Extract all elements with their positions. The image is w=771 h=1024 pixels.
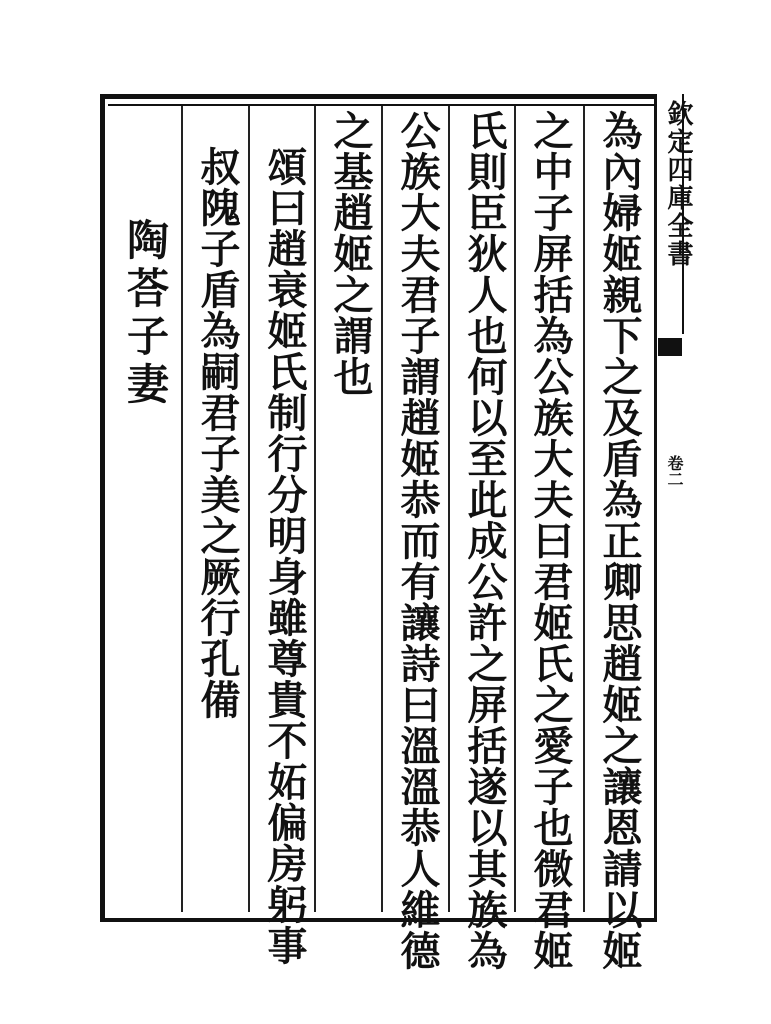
text-column-7: 叔隗子盾為嗣君子美之厥行孔備	[194, 146, 241, 720]
column-rule	[314, 106, 316, 912]
section-title: 陶荅子妻	[121, 218, 170, 410]
column-rule	[514, 106, 516, 912]
text-column-4: 公族大夫君子謂趙姬恭而有讓詩曰溫溫恭人維德	[394, 110, 441, 971]
text-column-5: 之基趙姬之謂也	[327, 110, 374, 397]
column-rule	[181, 106, 183, 912]
column-rule	[248, 106, 250, 912]
column-rule	[583, 106, 585, 912]
margin-book-title: 欽定四庫全書	[663, 100, 693, 268]
column-rule	[381, 106, 383, 912]
text-column-1: 為內婦姬親下之及盾為正卿思趙姬之讓恩請以姬	[596, 110, 643, 971]
margin-juan-label: 卷二	[665, 455, 684, 487]
fish-tail-mark	[658, 338, 682, 356]
text-column-6: 頌曰趙衰姬氏制行分明身雖尊貴不妬偏房躬事	[261, 146, 308, 966]
text-column-2: 之中子屏括為公族大夫曰君姬氏之愛子也微君姬	[527, 110, 574, 971]
text-column-3: 氏則臣狄人也何以至此成公許之屏括遂以其族為	[461, 110, 508, 971]
column-rule	[448, 106, 450, 912]
